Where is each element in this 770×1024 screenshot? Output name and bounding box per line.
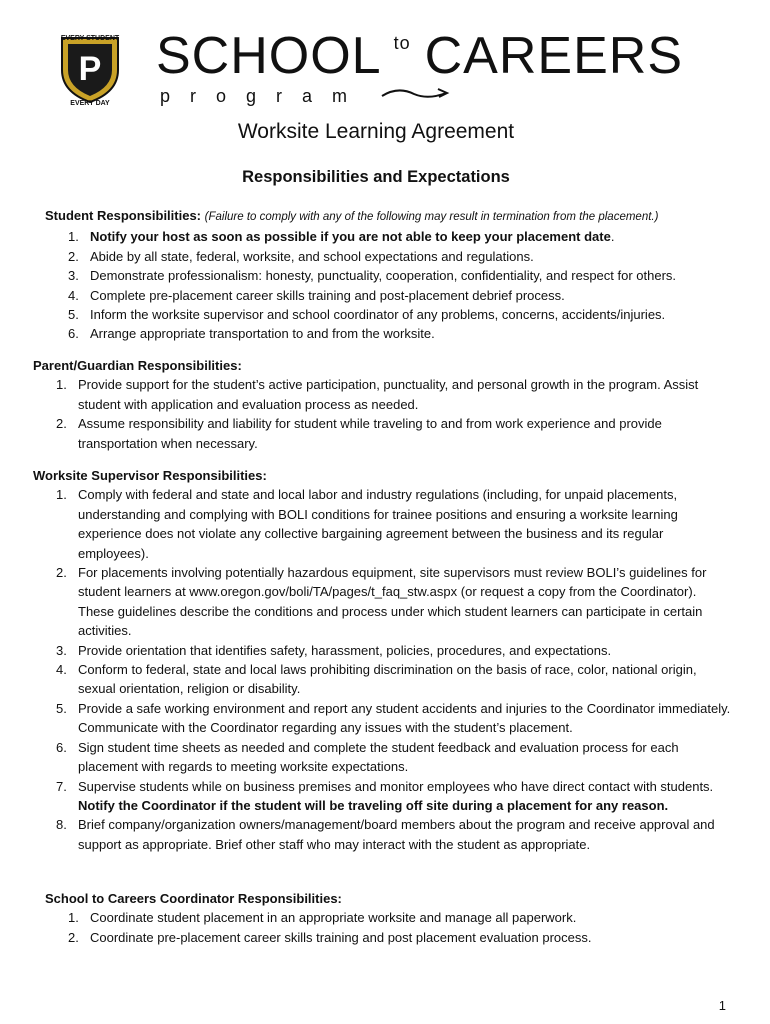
list-item: 2. For placements involving potentially hazardous equipment, site supervisors must review BOLI’s guidelines for student learners at www.oregon.gov/boli/TA/pages/t_faq_stw.aspx (or request a copy from the Coordinator). These guidelines describe the conditions and process under which student learners can participate in certain activities. [56,565,707,639]
student-responsibilities-section [45,206,745,344]
page-number: 1 [718,998,726,1013]
list-item: 7. Supervise students while on business premises and monitor employees who have direct contact with students. Notify the Coordinator if the student will be traveling off site during a placement for any reason. [56,778,714,813]
list-item: 1. Comply with federal and state and local labor and industry regulations (including, for unpaid placements, understanding and complying with BOLI conditions for trainee positions and ensuring a worksite learning experience does not violate any collective bargaining agreement between the business and its regular employees). [56,487,678,561]
list-item: 6. Arrange appropriate transportation to and from the worksite. [68,326,435,342]
logo-swoosh-icon [380,84,450,102]
coordinator-responsibilities-section [45,889,745,947]
student-note: (Failure to comply with any of the following may result in termination from the placement.) [204,211,659,223]
list-item: 6. Sign student time sheets as needed and complete the student feedback and evaluation process for each placement with regards to meeting worksite expectations. [56,739,679,775]
badge-bottom-text: EVERY DAY [70,100,110,106]
logo-school-word: SCHOOL [156,27,382,85]
coordinator-list [45,908,745,947]
list-item: 2. Abide by all state, federal, worksite, and school expectations and regulations. [68,248,534,264]
list-item: 1. Notify your host as soon as possible if you are not able to keep your placement date. [68,229,615,245]
badge-top-text: EVERY STUDENT [60,35,120,42]
parent-list [33,375,733,453]
student-list [45,227,745,343]
program-logo-wordmark [156,27,684,85]
student-heading: Student Responsibilities: [45,208,202,223]
list-item: 3. Provide orientation that identifies safety, harassment, policies, procedures, and expectations. [56,642,612,658]
list-item: 4. Complete pre-placement career skills training and post-placement debrief process. [68,287,565,303]
list-item: 5. Provide a safe working environment and report any student accidents and injuries to the Coordinator immediately. Communicate with the Coordinator regarding any issues with the student’s placement. [56,700,731,736]
list-item: 8. Brief company/organization owners/management/board members about the program and receive approval and support as appropriate. Brief other staff who may interact with the student as appropriate. [56,817,715,852]
list-item: 2. Assume responsibility and liability for student while traveling to and from work experience and provide transportation when necessary. [56,416,662,451]
supervisor-responsibilities-section [33,466,733,854]
list-item: 1. Coordinate student placement in an appropriate worksite and manage all paperwork. [68,910,577,926]
logo-careers-word: CAREERS [424,27,684,85]
section-heading [45,206,745,227]
school-badge-logo [52,30,128,106]
parent-heading: Parent/Guardian Responsibilities: [33,358,242,373]
list-item: 5. Inform the worksite supervisor and school coordinator of any problems, concerns, accidents/injuries. [68,307,666,323]
logo-program-word: program [160,86,368,106]
badge-letter: P [78,50,102,88]
list-item: 3. Demonstrate professionalism: honesty, punctuality, cooperation, confidentiality, and respect for others. [68,268,677,284]
list-item: 1. Provide support for the student’s active participation, punctuality, and personal growth in the program. Assist student with application and evaluation process as needed. [56,377,699,412]
list-item: 2. Coordinate pre-placement career skills training and post placement evaluation process. [68,929,592,945]
document-subtitle: Responsibilities and Expectations [242,168,510,186]
list-item: 4. Conform to federal, state and local laws prohibiting discrimination on the basis of race, color, national origin, sexual orientation, religion or disability. [56,662,697,697]
supervisor-heading: Worksite Supervisor Responsibilities: [33,468,267,483]
document-title: Worksite Learning Agreement [237,120,515,143]
parent-responsibilities-section [33,356,733,453]
supervisor-list [33,485,733,854]
logo-to-word: to [393,33,411,53]
coordinator-heading: School to Careers Coordinator Responsibilities: [45,891,342,906]
